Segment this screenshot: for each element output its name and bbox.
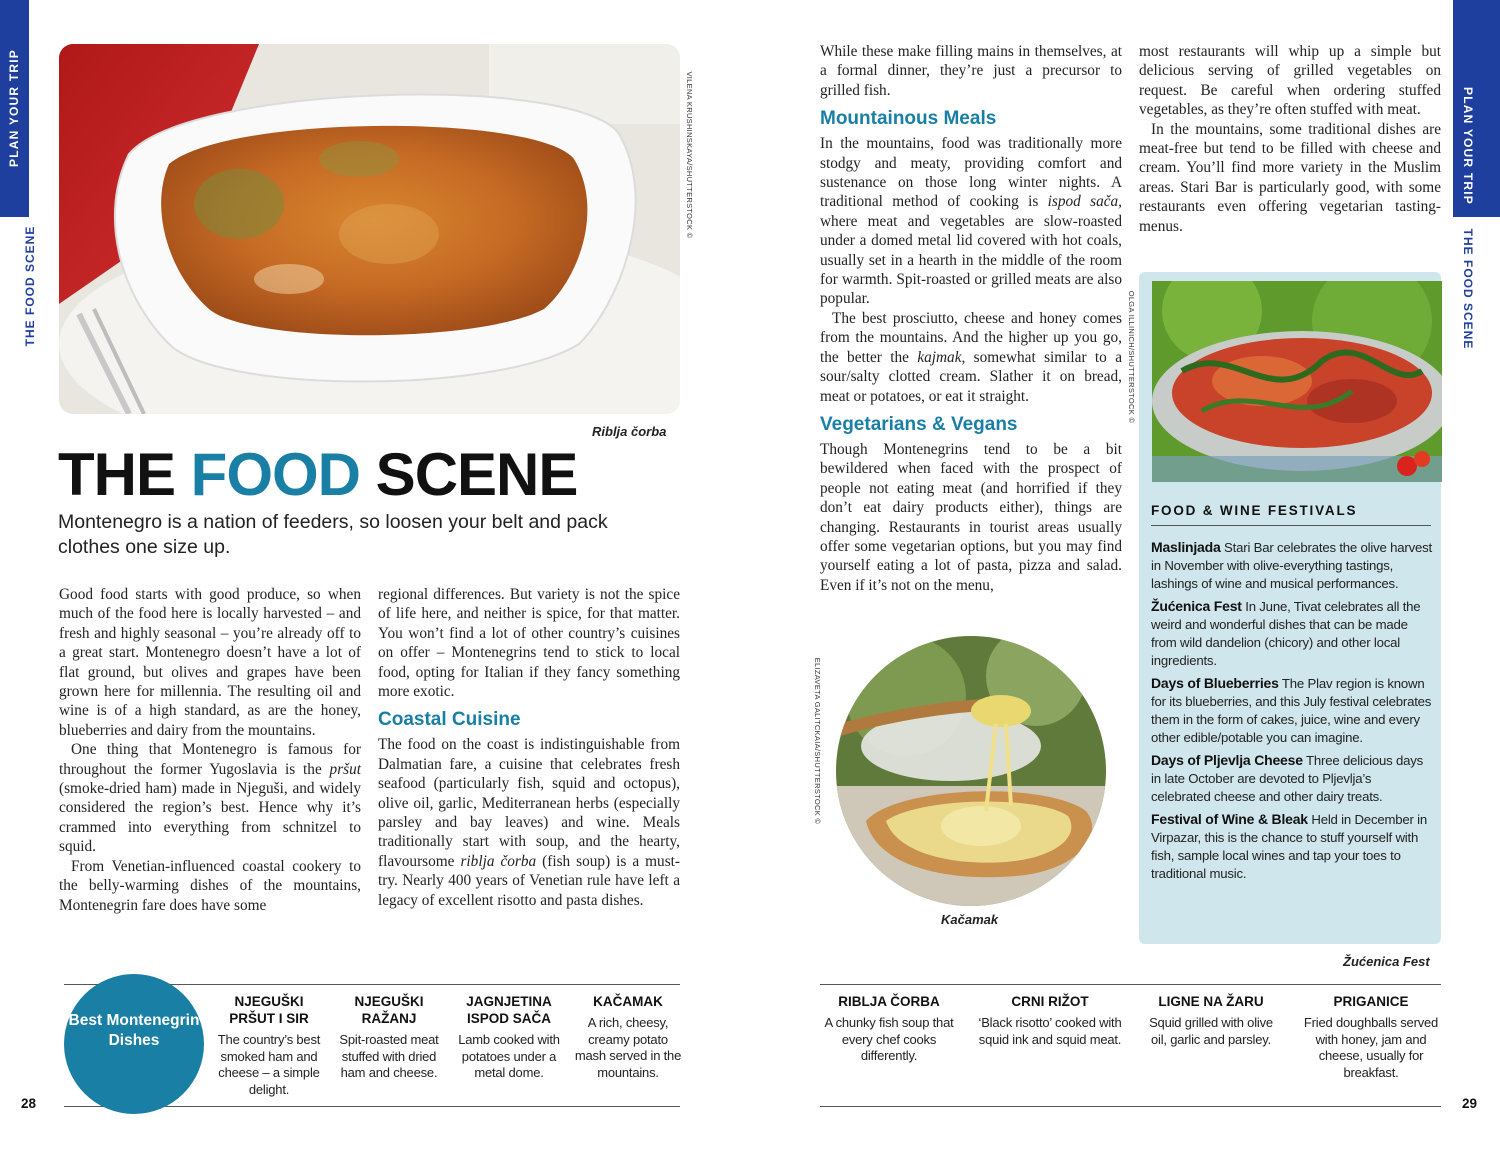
text-span: (smoke-dried ham) made in Njeguši, and widely considered the region’s best. Hence why it’s crammed into everything from schnitzel to squid. xyxy=(59,780,361,856)
dish-name: NJEGUŠKI RAŽANJ xyxy=(354,994,424,1026)
text-emphasis: kajmak, xyxy=(917,348,966,366)
bottom-rule-right-top xyxy=(820,984,1441,985)
zucenica-fest-photo xyxy=(1152,281,1442,482)
paragraph xyxy=(820,134,1122,309)
text-span: where meat and vegetables are slow-roasted under a domed metal lid covered with hot coals, usually set in a hearth in the middle of the room for warmth. Spit-roasted or grilled meats are also popular. xyxy=(820,212,1122,308)
side-tab-left-label: PLAN YOUR TRIP xyxy=(7,49,21,167)
dish-name: PRIGANICE xyxy=(1333,994,1409,1009)
side-tab-right-section: THE FOOD SCENE xyxy=(1461,228,1475,350)
text-emphasis: riblja čorba xyxy=(460,852,537,870)
paragraph: In the mountains, some traditional dishes are meat-free but tend to be filled with cheese and cream. You’ll find more variety in the Muslim areas. Stari Bar is particularly good, with some restaurants even offering vegetarian tasting-menus. xyxy=(1139,120,1441,235)
body-column-2 xyxy=(378,585,680,910)
section-heading: Mountainous Meals xyxy=(820,108,997,130)
body-column-3 xyxy=(820,42,1122,595)
paragraph: While these make filling mains in themselves, at a formal dinner, they’re just a precursor to grilled fish. xyxy=(820,43,1122,99)
side-tab-left-section: THE FOOD SCENE xyxy=(23,225,37,347)
dish-description: A rich, cheesy, creamy potato mash served in the mountains. xyxy=(574,1015,682,1080)
paragraph xyxy=(378,735,680,910)
dish-card xyxy=(977,993,1123,1048)
page-intro: Montenegro is a nation of feeders, so loosen your belt and pack clothes one size up. xyxy=(58,511,608,558)
dish-card xyxy=(573,993,683,1081)
title-accent: FOOD xyxy=(190,441,360,508)
best-dishes-label: Best Montenegrin Dishes xyxy=(68,1012,200,1049)
title-part-2: SCENE xyxy=(360,441,578,508)
page-title xyxy=(58,440,577,509)
text-span: One thing that Montenegro is famous for throughout the former Yugoslavia is the xyxy=(59,741,361,778)
body-column-1 xyxy=(59,585,361,915)
dish-name: NJEGUŠKI PRŠUT I SIR xyxy=(229,994,309,1026)
festival-text: Stari Bar celebrates the olive harvest in November with olive-everything tastings, lashings of wine and musical performances. xyxy=(1151,540,1432,591)
photo-caption-zucenica: Žućenica Fest xyxy=(1343,954,1430,969)
body-column-4 xyxy=(1139,42,1441,236)
dish-card xyxy=(1141,993,1281,1048)
festival-name: Days of Pljevlja Cheese xyxy=(1151,752,1303,768)
text-span: The food on the coast is indistinguishable from Dalmatian fare, a cuisine that celebrates fresh seafood (particularly fish, squid and octopus), olive oil, garlic, Mediterranean herbs (especially parsley and bay leaves) and wine. Meals traditionally start with soup, and the hearty, flavoursome xyxy=(378,736,680,870)
paragraph: most restaurants will whip up a simple but delicious serving of grilled vegetables on request. Be careful when ordering stuffed vegetables, as they’re often stuffed with meat. xyxy=(1139,43,1441,119)
festival-item xyxy=(1151,751,1433,806)
dish-name: RIBLJA ČORBA xyxy=(838,994,940,1009)
photo-credit-kacamak: ELIZAVETA GALITCKAIA/SHUTTERSTOCK © xyxy=(813,657,822,825)
text-span: In the mountains, food was traditionally more stodgy and meaty, providing comfort and sustenance on those long winter nights. A traditional method of cooking is xyxy=(820,135,1122,211)
paragraph: Good food starts with good produce, so when much of the food here is locally harvested – and fresh and highly seasonal – you’re already off to a great start. Montenegro doesn’t have a lot of flat ground, but olives and grapes have been grown here for millennia. The resulting oil and wine is of a high standard, as are the honey, blueberries and dairy from the mountains. xyxy=(59,586,361,739)
section-heading: Coastal Cuisine xyxy=(378,709,521,731)
festival-name: Festival of Wine & Bleak xyxy=(1151,811,1308,827)
festival-item xyxy=(1151,674,1433,747)
paragraph xyxy=(820,309,1122,406)
festival-name: Maslinjada xyxy=(1151,539,1221,555)
text-span: (fish soup) is a must-try. Nearly 400 years of Venetian rule have left a legacy of excellent risotto and pasta dishes. xyxy=(378,852,680,909)
festivals-heading: FOOD & WINE FESTIVALS xyxy=(1151,503,1431,526)
dish-card xyxy=(1298,993,1444,1081)
page-number-left: 28 xyxy=(21,1096,37,1111)
festival-text: In June, Tivat celebrates all the weird and wonderful dishes that can be made from wild dandelion (chicory) and other local ingredients. xyxy=(1151,599,1421,668)
dish-description: A chunky fish soup that every chef cooks differently. xyxy=(824,1015,954,1063)
page-number-right: 29 xyxy=(1462,1096,1478,1111)
dish-name: KAČAMAK xyxy=(593,994,663,1009)
festival-name: Days of Blueberries xyxy=(1151,675,1279,691)
festival-text: Three delicious days in late October are devoted to Pljevlja’s celebrated cheese and other dairy treats. xyxy=(1151,753,1424,804)
dish-card xyxy=(213,993,325,1098)
bottom-rule-right-bottom xyxy=(820,1106,1441,1107)
paragraph: From Venetian-influenced coastal cookery to the belly-warming dishes of the mountains, Montenegrin fare does have some xyxy=(59,857,361,914)
festival-item xyxy=(1151,597,1433,670)
dish-description: Lamb cooked with potatoes under a metal dome. xyxy=(458,1032,560,1080)
text-emphasis: ispod sača, xyxy=(1047,193,1122,211)
section-heading: Vegetarians & Vegans xyxy=(820,413,1018,435)
festivals-list xyxy=(1151,538,1433,887)
dish-description: Squid grilled with olive oil, garlic and parsley. xyxy=(1149,1015,1273,1047)
title-part-1: THE xyxy=(58,441,191,508)
kacamak-photo xyxy=(836,636,1106,906)
dish-description: ‘Black risotto’ cooked with squid ink and squid meat. xyxy=(978,1015,1122,1047)
photo-credit-soup: VILENA KRUSHINSKAYA/SHUTTERSTOCK © xyxy=(685,71,694,239)
text-span: The best prosciutto, cheese and honey comes from the mountains. And the higher up you go, the better the xyxy=(820,309,1122,366)
dish-name: LIGNE NA ŽARU xyxy=(1158,994,1264,1009)
festival-name: Žućenica Fest xyxy=(1151,598,1242,614)
paragraph: Though Montenegrins tend to be a bit bewildered when faced with the prospect of people not eating meat (and horrified if they don’t eat dairy products either), things are changing. Restaurants in tourist areas usually offer some vegetarian options, but you may find yourself eating a lot of pasta, pizza and salad. Even if it’s not on the menu, xyxy=(820,440,1122,594)
photo-caption-soup: Riblja čorba xyxy=(592,424,667,439)
dish-card xyxy=(453,993,565,1082)
photo-caption-kacamak: Kačamak xyxy=(941,912,999,927)
paragraph: regional differences. But variety is not the spice of life here, and neither is spice, for that matter. You won’t find a lot of other country’s cuisines on offer – Montenegrins tend to stick to local food, opting for Italian if they fancy something more exotic. xyxy=(378,586,680,701)
dish-name: CRNI RIŽOT xyxy=(1011,994,1089,1009)
dish-name: JAGNJETINA ISPOD SAČA xyxy=(466,994,552,1026)
dish-description: Fried doughballs served with honey, jam and cheese, usually for breakfast. xyxy=(1303,1015,1439,1080)
side-tab-right-label: PLAN YOUR TRIP xyxy=(1461,87,1475,205)
paragraph xyxy=(59,740,361,856)
festival-text: The Plav region is known for its blueberries, and this July festival celebrates them in the form of cakes, juice, wine and every other edible/potable you can imagine. xyxy=(1151,676,1432,745)
dish-description: The country’s best smoked ham and cheese – a simple delight. xyxy=(217,1032,321,1097)
photo-credit-zucenica: OLGA ILLINICH/SHUTTERSTOCK © xyxy=(1127,290,1136,424)
festival-text: Held in December in Virpazar, this is the chance to stuff yourself with fish, sample local wines and tap your toes to traditional music. xyxy=(1151,812,1428,881)
festival-item xyxy=(1151,538,1433,593)
riblja-corba-photo xyxy=(59,44,680,414)
dish-card xyxy=(823,993,955,1065)
dish-description: Spit-roasted meat stuffed with dried ham and cheese. xyxy=(339,1032,439,1080)
text-span: somewhat similar to a sour/salty clotted cream. Slather it on bread, meat or potatoes, or eat it straight. xyxy=(820,348,1122,405)
text-emphasis: pršut xyxy=(329,760,361,778)
dish-card xyxy=(333,993,445,1082)
festival-item xyxy=(1151,810,1433,883)
